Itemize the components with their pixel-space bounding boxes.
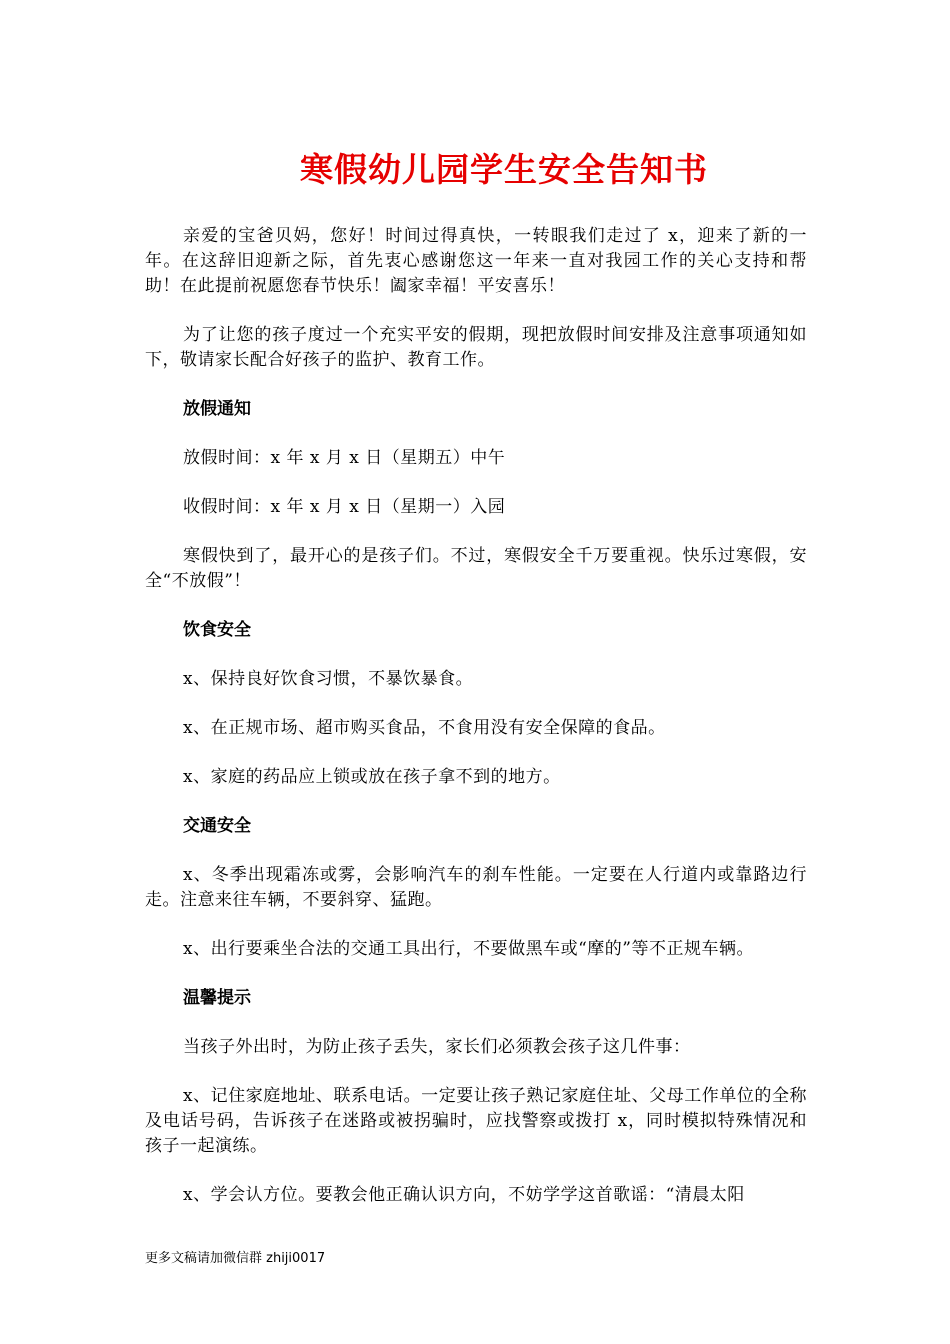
warm-tips-intro: 当孩子外出时，为防止孩子丢失，家长们必须教会孩子这几件事： (183, 1037, 691, 1057)
holiday-safety-paragraph: 寒假快到了，最开心的是孩子们。不过，寒假安全千万要重视。快乐过寒假，安全“不放假”！ (145, 546, 807, 591)
food-safety-item: x、在正规市场、超市购买食品，不食用没有安全保障的食品。 (183, 718, 666, 738)
section-heading-traffic-safety: 交通安全 (183, 816, 251, 836)
traffic-safety-item: x、冬季出现霜冻或雾，会影响汽车的刹车性能。一定要在人行道内或靠路边行走。注意来往车辆，不要斜穿、猛跑。 (145, 865, 807, 910)
section-heading-holiday-notice: 放假通知 (183, 399, 251, 419)
section-heading-warm-tips: 温馨提示 (183, 988, 251, 1008)
intro-paragraph: 为了让您的孩子度过一个充实平安的假期，现把放假时间安排及注意事项通知如下，敬请家长配合好孩子的监护、教育工作。 (145, 325, 807, 370)
section-heading-food-safety: 饮食安全 (183, 620, 251, 640)
page-footer: 更多文稿请加微信群 zhiji0017 (145, 1251, 326, 1266)
warm-tips-item: x、记住家庭地址、联系电话。一定要让孩子熟记家庭住址、父母工作单位的全称及电话号码，告诉孩子在迷路或被拐骗时，应找警察或拨打 x，同时模拟特殊情况和孩子一起演练。 (145, 1086, 807, 1156)
holiday-end-time: 收假时间：x 年 x 月 x 日（星期一）入园 (183, 497, 506, 517)
document-body (145, 224, 807, 1232)
food-safety-item: x、家庭的药品应上锁或放在孩子拿不到的地方。 (183, 767, 561, 787)
traffic-safety-item: x、出行要乘坐合法的交通工具出行，不要做黑车或“摩的”等不正规车辆。 (183, 939, 754, 959)
document-title: 寒假幼儿园学生安全告知书 (300, 150, 708, 189)
greeting-paragraph: 亲爱的宝爸贝妈，您好！时间过得真快，一转眼我们走过了 x，迎来了新的一年。在这辞旧迎新之际，首先衷心感谢您这一年来一直对我园工作的关心支持和帮助！在此提前祝愿您春节快乐！阖家幸福！平安喜乐！ (145, 226, 807, 296)
holiday-start-time: 放假时间：x 年 x 月 x 日（星期五）中午 (183, 448, 506, 468)
warm-tips-item: x、学会认方位。要教会他正确认识方向，不妨学学这首歌谣：“清晨太阳 (183, 1185, 745, 1205)
food-safety-item: x、保持良好饮食习惯，不暴饮暴食。 (183, 669, 474, 689)
